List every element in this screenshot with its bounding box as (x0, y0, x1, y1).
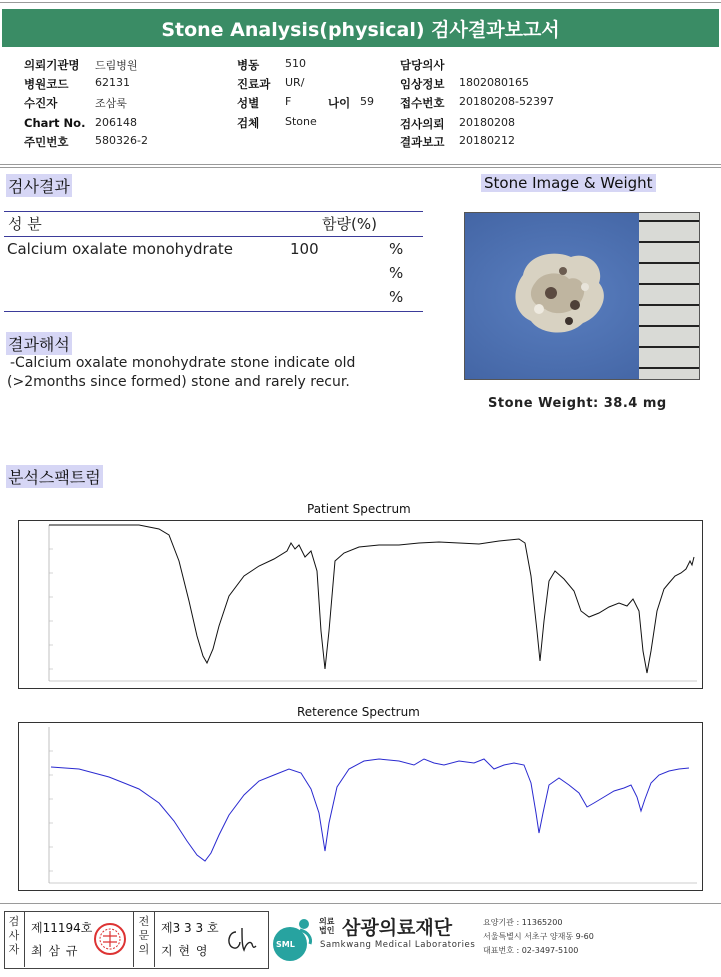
results-table-top-rule (4, 211, 423, 212)
specimen-value: Stone (285, 115, 317, 128)
logo-text: SML (276, 940, 295, 949)
examiner-label: 검사자 (8, 915, 20, 956)
footer-rule (0, 903, 721, 904)
spectrum-section-title: 분석스팩트럼 (6, 465, 103, 488)
confirmer-name: 지 현 영 (161, 944, 209, 958)
organization-logo (270, 914, 316, 964)
id-value: 580326-2 (95, 134, 148, 147)
result-row-1-component: Calcium oxalate monohydrate (7, 240, 234, 258)
hospital-code-value: 62131 (95, 76, 130, 89)
org-english-name: Samkwang Medical Laboratories (320, 940, 476, 950)
reference-spectrum-line (51, 759, 689, 861)
patient-spectrum-line (49, 525, 694, 673)
confirmer-label: 전문의 (138, 915, 150, 956)
patient-value: 조삼룩 (95, 97, 127, 110)
patient-spectrum-svg (19, 521, 702, 688)
reference-spectrum-title: Reterence Spectrum (297, 705, 420, 719)
results-section-title: 검사결과 (6, 174, 72, 197)
results-table-bottom-rule (4, 311, 423, 312)
interpretation-section-title: 결과해석 (6, 332, 72, 355)
patient-label: 수진자 (24, 96, 58, 110)
reference-spectrum-plot (18, 722, 703, 891)
specimen-label: 검체 (237, 116, 260, 130)
image-section-title: Stone Image & Weight (481, 174, 656, 192)
clinical-value: 1802080165 (459, 76, 529, 89)
result-row-1-amount: 100 (290, 240, 319, 258)
request-label: 검사의뢰 (400, 117, 445, 131)
chart-label: Chart No. (24, 116, 86, 130)
ward-value: 510 (285, 57, 306, 70)
interpretation-line-2: (>2months since formed) stone and rarely recur. (7, 374, 350, 390)
report-date-value: 20180212 (459, 134, 515, 147)
institution-code: 요양기관 : 11365200 (483, 918, 563, 927)
age-value: 59 (360, 95, 374, 108)
hospital-code-label: 병원코드 (24, 77, 69, 91)
hospital-label: 의뢰기관명 (24, 58, 80, 72)
results-table-header-rule (4, 236, 423, 237)
patient-spectrum-plot (18, 520, 703, 689)
examiner-seal (93, 922, 127, 956)
dept-label: 진료과 (237, 77, 271, 91)
confirmer-signature (222, 924, 262, 954)
examiner-number: 제11194호 (31, 921, 93, 935)
stone-weight: Stone Weight: 38.4 mg (488, 396, 667, 411)
org-name: 삼광의료재단 (342, 917, 453, 939)
reference-spectrum-svg (19, 723, 702, 890)
receipt-label: 접수번호 (400, 96, 445, 110)
result-row-1-unit: % (389, 240, 404, 258)
id-label: 주민번호 (24, 135, 69, 149)
patient-spectrum-title: Patient Spectrum (307, 502, 411, 516)
confirmer-number: 제3 3 3 호 (161, 921, 219, 935)
info-divider-2 (0, 167, 721, 168)
top-rule (0, 2, 721, 3)
age-label: 나이 (328, 96, 351, 110)
clinical-label: 임상정보 (400, 77, 445, 91)
info-divider (0, 164, 721, 165)
org-address: 서울특별시 서초구 양재동 9-60 (483, 932, 594, 941)
logo-mark (270, 914, 316, 964)
sex-value: F (285, 95, 292, 108)
org-phone: 대표번호 : 02-3497-5100 (483, 946, 579, 955)
sex-label: 성별 (237, 96, 260, 110)
dept-value: UR/ (285, 76, 305, 89)
confirmer-signature-svg (222, 924, 262, 954)
receipt-value: 20180208-52397 (459, 95, 554, 108)
report-title: Stone Analysis(physical) 검사결과보고서 (2, 9, 719, 47)
examiner-name: 최 삼 규 (31, 944, 79, 958)
hospital-value: 드림병원 (95, 59, 138, 72)
stone-photo (464, 212, 700, 380)
interpretation-line-1: -Calcium oxalate monohydrate stone indicate old (10, 355, 356, 371)
request-value: 20180208 (459, 116, 515, 129)
org-prefix: 의료 법인 (319, 917, 335, 935)
result-row-2-unit: % (389, 264, 404, 282)
component-header: 성 분 (8, 215, 42, 233)
doctor-label: 담당의사 (400, 58, 445, 72)
ward-label: 병동 (237, 58, 260, 72)
examiner-label-cell (4, 911, 25, 967)
stone-photo-drawing (465, 213, 699, 379)
chart-value: 206148 (95, 116, 137, 129)
confirmer-label-cell (133, 911, 155, 967)
result-row-3-unit: % (389, 288, 404, 306)
report-date-label: 결과보고 (400, 135, 445, 149)
amount-header: 함량(%) (322, 215, 377, 233)
examiner-seal-svg (93, 922, 127, 956)
